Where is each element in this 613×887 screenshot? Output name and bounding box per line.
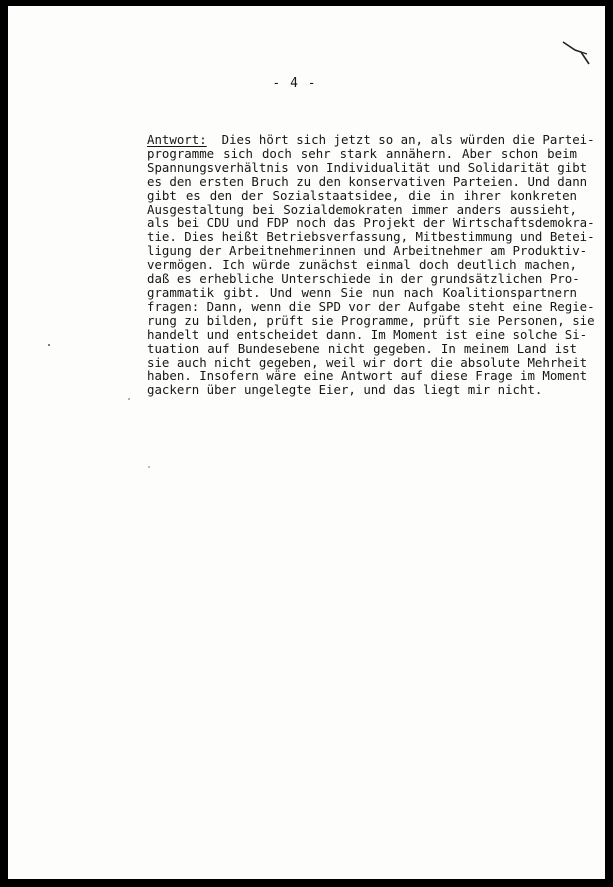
- text-line: rung zu bilden, prüft sie Programme, prüft sie Personen, sie: [147, 312, 595, 328]
- text-line: fragen: Dann, wenn die SPD vor der Aufgabe steht eine Regie-: [147, 298, 595, 314]
- text-line: als bei CDU und FDP noch das Projekt der Wirtschaftsdemokra-: [147, 215, 595, 231]
- scan-artifact-mark: [561, 38, 591, 68]
- text-line: es den ersten Bruch zu den konservativen Parteien. Und dann: [147, 173, 588, 189]
- document-page: [8, 6, 605, 879]
- scan-speck: [128, 398, 130, 400]
- text-line: sie auch nicht gegeben, weil wir dort die absolute Mehrheit: [147, 354, 588, 370]
- answer-label: Antwort:: [147, 132, 207, 147]
- text-line-rest: Dies hört sich jetzt so an, als würden die Partei-: [206, 132, 595, 147]
- text-line: [147, 132, 595, 147]
- text-line: grammatik gibt. Und wenn Sie nun nach Koalitionspartnern: [147, 284, 577, 300]
- text-line: daß es erhebliche Unterschiede in der grundsätzlichen Pro-: [147, 271, 580, 287]
- text-line: haben. Insofern wäre eine Antwort auf diese Frage im Moment: [147, 368, 588, 384]
- answer-paragraph: [147, 132, 595, 398]
- text-line: tie. Dies heißt Betriebsverfassung, Mitbestimmung und Betei-: [147, 229, 595, 245]
- text-line: gibt es den der Sozialstaatsidee, die in ihrer konkreten: [147, 187, 577, 203]
- page-number: - 4 -: [272, 76, 317, 91]
- text-line: handelt und entscheidet dann. Im Moment ist eine solche Si-: [147, 326, 588, 342]
- text-line: Spannungsverhältnis von Individualität und Solidarität gibt: [147, 159, 588, 175]
- text-line: Ausgestaltung bei Sozialdemokraten immer anders aussieht,: [147, 201, 577, 217]
- text-line: programme sich doch sehr stark annähern. Aber schon beim: [147, 145, 577, 161]
- text-line: vermögen. Ich würde zunächst einmal doch deutlich machen,: [147, 257, 577, 273]
- text-line: tuation auf Bundesebene nicht gegeben. In meinem Land ist: [147, 340, 577, 356]
- scan-speck: [148, 466, 150, 468]
- text-line: gackern über ungelegte Eier, und das liegt mir nicht.: [147, 382, 543, 398]
- text-line: ligung der Arbeitnehmerinnen und Arbeitnehmer am Produktiv-: [147, 243, 588, 259]
- scan-speck: [48, 344, 50, 346]
